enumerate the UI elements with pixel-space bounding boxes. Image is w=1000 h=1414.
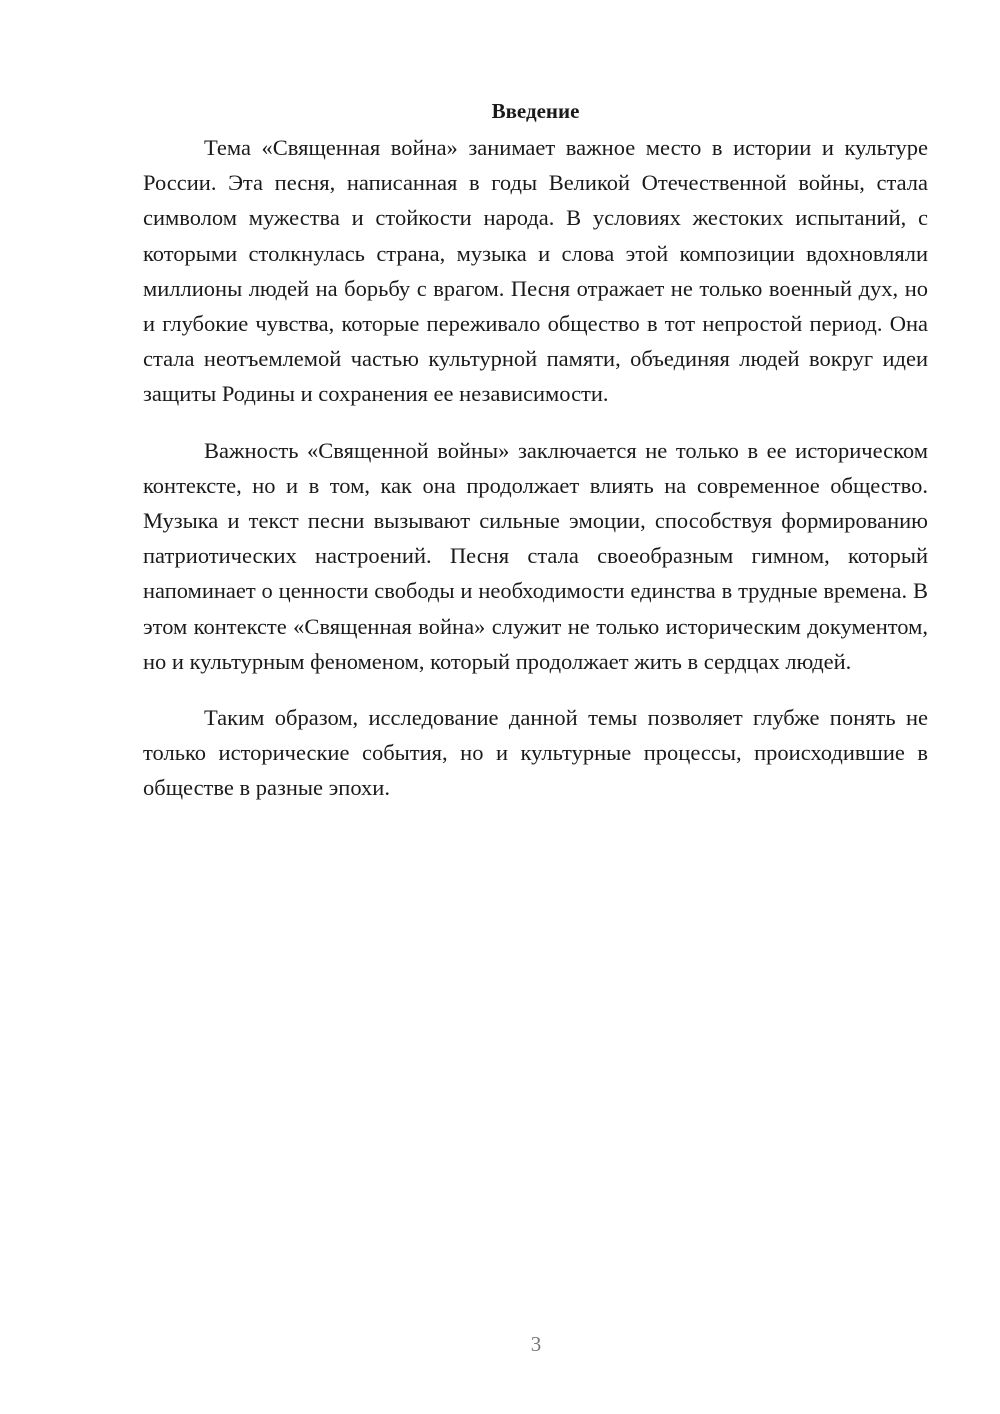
- paragraph-3: Таким образом, исследование данной темы позволяет глубже понять не только исторические события, но и культурные процессы, происходившие в обществе в разные эпохи.: [143, 705, 928, 801]
- section-title: Введение: [491, 99, 580, 123]
- page-content: [143, 96, 928, 827]
- paragraph-2: Важность «Священной войны» заключается не только в ее историческом контексте, но и в том, как она продолжает влиять на современное общество. Музыка и текст песни вызывают сильные эмоции, способствуя формированию патриотических настроений. Песня стала своеобразным гимном, который напоминает о ценности свободы и необходимости единства в трудные времена. В этом контексте «Священная война» служит не только историческим документом, но и культурным феноменом, который продолжает жить в сердцах людей.: [143, 437, 928, 674]
- page-number: 3: [530, 1332, 542, 1356]
- paragraph-1: Тема «Священная война» занимает важное место в истории и культуре России. Эта песня, написанная в годы Великой Отечественной войны, стала символом мужества и стойкости народа. В условиях жестоких испытаний, с которыми столкнулась страна, музыка и слова этой композиции вдохновляли миллионы людей на борьбу с врагом. Песня отражает не только военный дух, но и глубокие чувства, которые переживало общество в тот непростой период. Она стала неотъемлемой частью культурной памяти, объединяя людей вокруг идеи защиты Родины и сохранения ее независимости.: [143, 135, 928, 407]
